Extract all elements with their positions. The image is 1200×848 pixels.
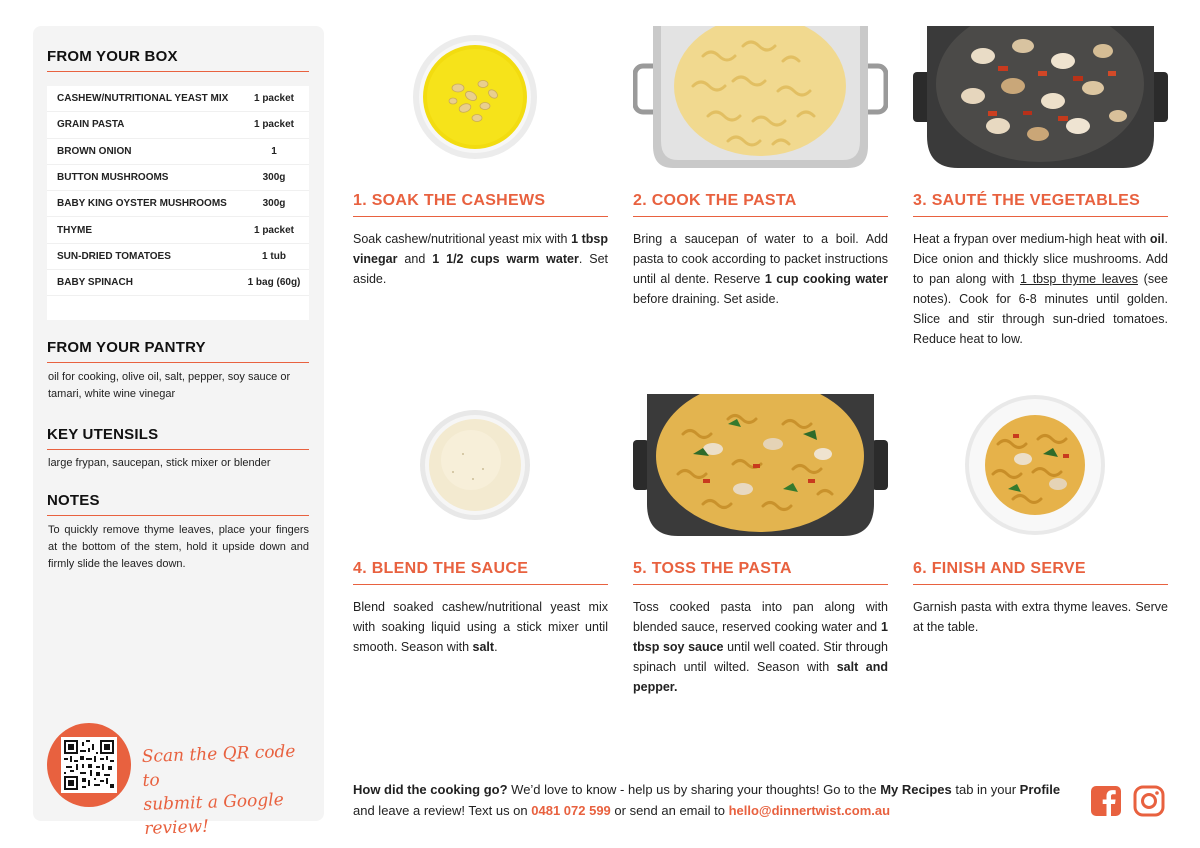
notes-text: To quickly remove thyme leaves, place your fingers at the bottom of the stem, hold it upside down and firmly slide the leaves down.	[48, 524, 309, 570]
text-run: salt	[472, 640, 495, 654]
ingredient-quantity: 1 packet	[253, 93, 295, 105]
ingredient-row	[47, 191, 309, 217]
from-your-pantry-heading: FROM YOUR PANTRY	[47, 339, 309, 363]
text-run: until well coated. Stir through spinach until wilted. Season with	[633, 640, 888, 674]
sauteed-vegetables-photo	[913, 26, 1168, 168]
text-run: 1 1/2 cups warm water	[432, 252, 579, 266]
tossed-pasta-photo	[633, 394, 888, 536]
text-run: 1 tbsp vinegar	[353, 232, 608, 266]
step-3-body	[913, 229, 1168, 349]
ingredient-quantity: 300g	[262, 172, 286, 184]
text-run: Heat a frypan over medium-high heat with	[913, 232, 1150, 246]
qr-caption-line1: Scan the QR code to	[141, 741, 296, 791]
text-run: before draining. Set aside.	[633, 292, 779, 306]
step-2-title: 2. COOK THE PASTA	[633, 192, 888, 217]
pantry-text: oil for cooking, olive oil, salt, pepper, soy sauce or tamari, white wine vinegar	[48, 371, 291, 400]
text-run: 1 tbsp thyme leaves	[1020, 272, 1138, 286]
text-run: oil	[1149, 232, 1165, 246]
step-5-body	[633, 597, 888, 697]
notes-heading: NOTES	[47, 492, 309, 516]
text-run: My Recipes	[880, 782, 952, 797]
sidebar	[33, 26, 324, 839]
review-footer	[353, 779, 1078, 821]
text-run: 1 tbsp soy sauce	[633, 620, 888, 654]
ingredient-name: BROWN ONION	[57, 145, 132, 157]
ingredient-name: THYME	[57, 224, 92, 236]
text-run: (see notes). Cook for 6-8 minutes until golden. Slice and stir through sun-dried tomatoes. Reduce heat to low.	[913, 272, 1168, 346]
text-run: How did the cooking go?	[353, 782, 508, 797]
ingredient-row	[47, 244, 309, 270]
text-run: . Dice onion and thickly slice mushrooms. Add to pan along with	[913, 232, 1168, 286]
ingredient-quantity: 1 bag (60g)	[247, 277, 301, 289]
text-run: or send an email to	[610, 803, 729, 818]
ingredients-table	[47, 86, 309, 320]
qr-badge[interactable]	[47, 723, 131, 807]
step-5-title: 5. TOSS THE PASTA	[633, 560, 888, 585]
utensils-text: large frypan, saucepan, stick mixer or blender	[48, 457, 271, 469]
facebook-icon[interactable]	[1090, 785, 1122, 817]
contact-link[interactable]: 0481 072 599	[531, 803, 611, 818]
text-run: salt and pepper.	[633, 660, 888, 694]
step-3-title: 3. SAUTÉ THE VEGETABLES	[913, 192, 1168, 217]
text-run: Garnish pasta with extra thyme leaves. Serve at the table.	[913, 600, 1168, 634]
ingredient-quantity: 1 tub	[262, 250, 286, 262]
text-run: 1 cup cooking water	[764, 272, 888, 286]
cooking-pasta-photo	[633, 26, 888, 168]
ingredient-row	[47, 165, 309, 191]
text-run: and leave a review! Text us on	[353, 803, 532, 818]
ingredient-quantity: 1 packet	[253, 224, 295, 236]
ingredient-row	[47, 139, 309, 165]
ingredient-row	[47, 270, 309, 296]
qr-code-icon[interactable]	[61, 737, 117, 793]
text-run: Blend soaked cashew/nutritional yeast mix with soaking liquid using a stick mixer until smooth. Season with	[353, 600, 608, 654]
qr-caption-line2: submit a Google review!	[143, 790, 285, 839]
step-2-body	[633, 229, 888, 309]
ingredient-name: BABY SPINACH	[57, 277, 133, 289]
ingredient-name: GRAIN PASTA	[57, 119, 125, 131]
text-run: We’d love to know - help us by sharing your thoughts! Go to the	[507, 782, 881, 797]
text-run: .	[494, 640, 498, 654]
key-utensils-heading: KEY UTENSILS	[47, 426, 309, 450]
text-run: and	[397, 252, 433, 266]
ingredient-name: BABY KING OYSTER MUSHROOMS	[57, 198, 227, 210]
blended-sauce-photo	[353, 394, 608, 536]
ingredient-row	[47, 112, 309, 138]
step-6-body	[913, 597, 1168, 637]
text-run: Toss cooked pasta into pan along with blended sauce, reserved cooking water and	[633, 600, 888, 634]
text-run: tab in your	[951, 782, 1020, 797]
ingredient-quantity: 300g	[262, 198, 286, 210]
instagram-icon[interactable]	[1133, 785, 1165, 817]
text-run: Profile	[1019, 782, 1061, 797]
ingredient-name: SUN-DRIED TOMATOES	[57, 250, 171, 262]
text-run: Bring a saucepan of water to a boil. Add pasta to cook according to packet instructions until al dente. Reserve	[633, 232, 888, 286]
ingredient-row	[47, 217, 309, 243]
served-pasta-photo	[913, 394, 1168, 536]
ingredient-name: BUTTON MUSHROOMS	[57, 172, 169, 184]
from-your-box-heading: FROM YOUR BOX	[47, 48, 309, 72]
step-1-body	[353, 229, 608, 289]
ingredient-row	[47, 86, 309, 112]
step-1-title: 1. SOAK THE CASHEWS	[353, 192, 608, 217]
text-run: Soak cashew/nutritional yeast mix with	[353, 232, 572, 246]
qr-caption	[141, 739, 314, 841]
soaking-cashews-photo	[353, 26, 608, 168]
text-run: . Set aside.	[353, 252, 608, 286]
ingredient-quantity: 1	[271, 145, 277, 157]
contact-link[interactable]: hello@dinnertwist.com.au	[728, 803, 891, 818]
ingredient-quantity: 1 packet	[253, 119, 295, 131]
step-4-body	[353, 597, 608, 657]
step-6-title: 6. FINISH AND SERVE	[913, 560, 1168, 585]
step-4-title: 4. BLEND THE SAUCE	[353, 560, 608, 585]
ingredient-name: CASHEW/NUTRITIONAL YEAST MIX	[57, 93, 229, 105]
